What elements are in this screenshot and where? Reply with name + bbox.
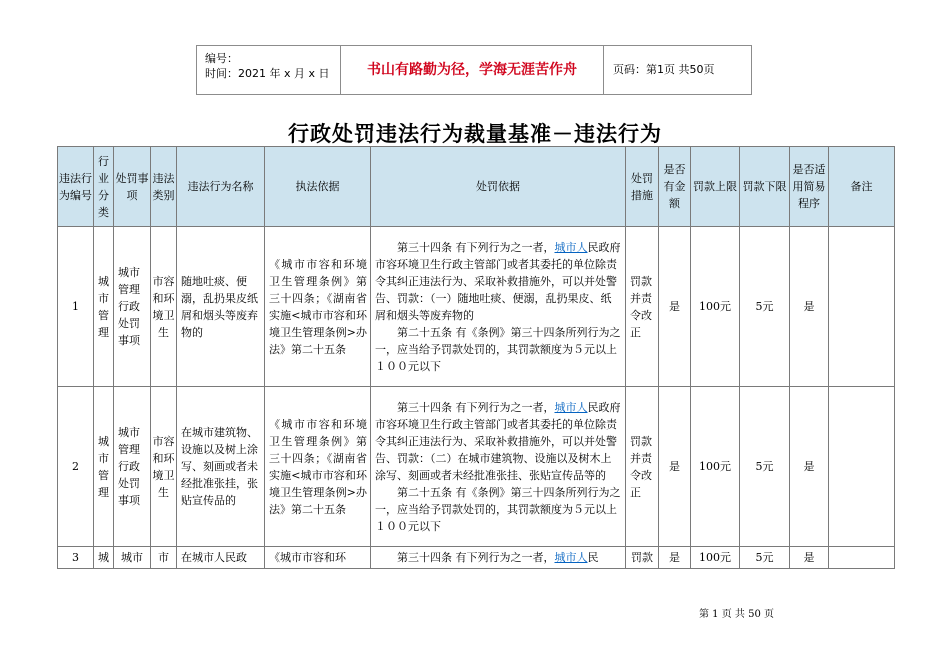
page-footer: 第 1 页 共 50 页 — [699, 609, 774, 620]
cell-law: 《城市市容和环境卫生管理条例》第三十四条；《湖南省实施<城市市容和环境卫生管理条例>办法》第二十五条 — [265, 227, 371, 387]
col-header-category: 行业分类 — [94, 147, 114, 227]
cell-measure: 罚款并责令改正 — [626, 387, 659, 547]
table-header-row — [58, 147, 895, 227]
cell-simple: 是 — [790, 387, 829, 547]
basis-text: 第三十四条 有下列行为之一者， — [397, 400, 555, 414]
cell-class: 市容和环境卫生 — [151, 387, 177, 547]
col-header-measure: 处罚措施 — [626, 147, 659, 227]
basis-paragraph — [375, 399, 621, 484]
document-title: 行政处罚违法行为裁量基准－违法行为 — [288, 121, 662, 146]
cell-class: 市 — [151, 547, 177, 569]
col-header-matter: 处罚事项 — [114, 147, 151, 227]
cell-matter: 城市 — [114, 547, 151, 569]
cell-category: 城市管理 — [94, 387, 114, 547]
cell-code: 2 — [58, 387, 94, 547]
cell-min: 5元 — [740, 387, 790, 547]
col-header-law: 执法依据 — [265, 147, 371, 227]
header-motto: 书山有路勤为径，学海无涯苦作舟 — [341, 46, 604, 94]
cell-violation-name: 在城市建筑物、设施以及树上涂写、刻画或者未经批准张挂，张贴宣传品的 — [177, 387, 265, 547]
cell-basis — [371, 227, 626, 387]
cell-min: 5元 — [740, 547, 790, 569]
cell-has-amount: 是 — [659, 387, 691, 547]
cell-measure: 罚款 — [626, 547, 659, 569]
number-label: 编号： — [205, 52, 238, 65]
col-header-simple: 是否适用简易程序 — [790, 147, 829, 227]
header-meta-cell — [197, 46, 341, 94]
cell-basis — [371, 547, 626, 569]
cell-max: 100元 — [691, 547, 740, 569]
cell-min: 5元 — [740, 227, 790, 387]
cell-violation-name: 随地吐痰、便溺，乱扔果皮纸屑和烟头等废弃物的 — [177, 227, 265, 387]
basis-text: 民政府市容环境卫生行政主管部门或者其委托的单位除责令其纠正违法行为、采取补救措施外，可以并处警告、罚款：（一）随地吐痰、便溺，乱扔果皮、纸屑和烟头等废弃物的 — [375, 240, 621, 322]
cell-remark — [829, 227, 895, 387]
cell-violation-name: 在城市人民政 — [177, 547, 265, 569]
col-header-code: 违法行为编号 — [58, 147, 94, 227]
penalty-table — [57, 146, 895, 569]
cell-max: 100元 — [691, 387, 740, 547]
basis-paragraph: 第二十五条 有《条例》第三十四条所列行为之一，应当给予罚款处罚的，其罚款额度为５元以上１００元以下 — [375, 325, 621, 373]
cell-has-amount: 是 — [659, 547, 691, 569]
document-header-box — [196, 45, 752, 95]
col-header-max: 罚款上限 — [691, 147, 740, 227]
cell-matter: 城市管理行政处罚事项 — [114, 387, 151, 547]
basis-text: 民政府市容环境卫生行政主管部门或者其委托的单位除责令其纠正违法行为、采取补救措施外，可以并处警告、罚款：（二）在城市建筑物、设施以及树木上涂写、刻画或者未经批准张挂、张贴宣传品等的 — [375, 400, 621, 482]
cell-category: 城 — [94, 547, 114, 569]
col-header-remark: 备注 — [829, 147, 895, 227]
basis-paragraph — [375, 239, 621, 324]
cell-law: 《城市市容和环 — [265, 547, 371, 569]
table-row — [58, 387, 895, 547]
basis-link[interactable]: 城市人 — [554, 240, 588, 254]
cell-has-amount: 是 — [659, 227, 691, 387]
time-label: 时间：2021 年 x 月 x 日 — [205, 67, 330, 80]
table-row — [58, 547, 895, 569]
col-header-basis: 处罚依据 — [371, 147, 626, 227]
cell-simple: 是 — [790, 227, 829, 387]
basis-text: 第三十四条 有下列行为之一者， — [397, 240, 555, 254]
cell-simple: 是 — [790, 547, 829, 569]
cell-law: 《城市市容和环境卫生管理条例》第三十四条；《湖南省实施<城市市容和环境卫生管理条例>办法》第二十五条 — [265, 387, 371, 547]
cell-max: 100元 — [691, 227, 740, 387]
col-header-has-amount: 是否有金额 — [659, 147, 691, 227]
basis-link[interactable]: 城市人 — [554, 551, 588, 564]
col-header-class: 违法类别 — [151, 147, 177, 227]
cell-basis — [371, 387, 626, 547]
cell-matter: 城市管理行政处罚事项 — [114, 227, 151, 387]
col-header-min: 罚款下限 — [740, 147, 790, 227]
cell-remark — [829, 387, 895, 547]
cell-code: 1 — [58, 227, 94, 387]
basis-text: 民 — [587, 551, 599, 564]
basis-text: 第三十四条 有下列行为之一者， — [397, 551, 555, 564]
cell-measure: 罚款并责令改正 — [626, 227, 659, 387]
basis-link[interactable]: 城市人 — [554, 400, 588, 414]
basis-paragraph: 第二十五条 有《条例》第三十四条所列行为之一，应当给予罚款处罚的，其罚款额度为５元以上１００元以下 — [375, 485, 621, 533]
basis-paragraph — [375, 549, 621, 566]
cell-remark — [829, 547, 895, 569]
cell-category: 城市管理 — [94, 227, 114, 387]
cell-code: 3 — [58, 547, 94, 569]
col-header-name: 违法行为名称 — [177, 147, 265, 227]
cell-class: 市容和环境卫生 — [151, 227, 177, 387]
header-page-label: 页码：第1页 共50页 — [613, 63, 715, 76]
table-row — [58, 227, 895, 387]
